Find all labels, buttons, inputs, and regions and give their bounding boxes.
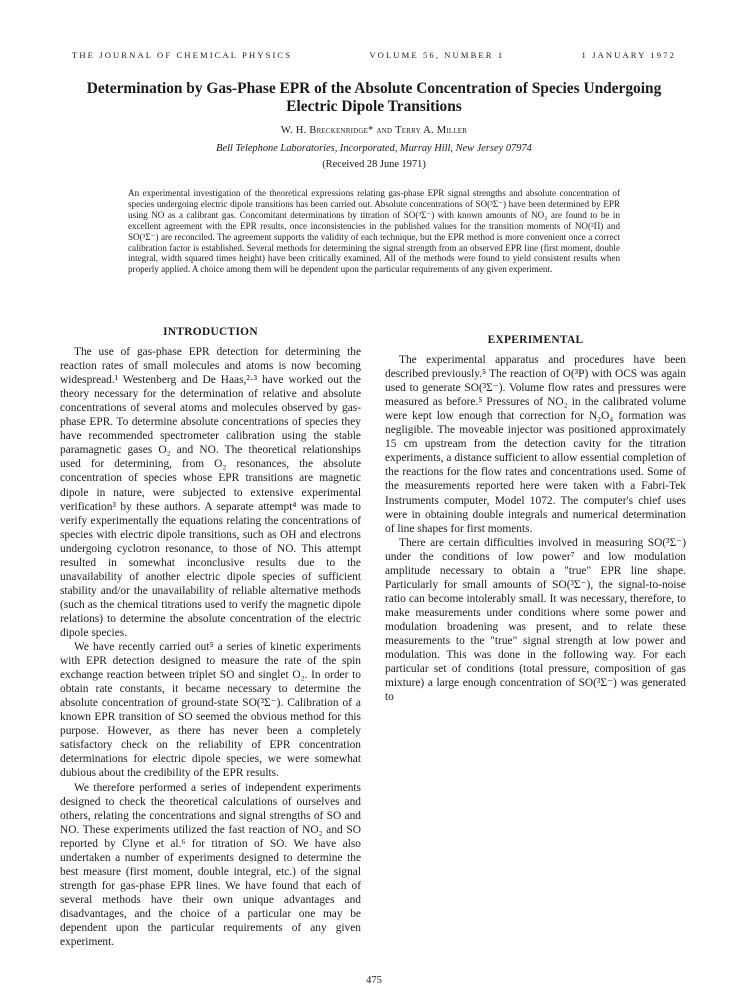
running-head <box>72 50 676 60</box>
title-line-2: Electric Dipole Transitions <box>286 98 462 115</box>
introduction-heading: INTRODUCTION <box>163 326 258 338</box>
page-number: 475 <box>366 975 382 986</box>
introduction-paragraph-3: We therefore performed a series of independent experiments designed to check the theoretical calculations of ourselves and others, relating the concentrations and signal strengths of SO and NO. These experiments utilized the fast reaction of NO₂ and SO reported by Clyne et al.⁶ for titration of SO. We have also undertaken a number of experiments designed to determine the best measure (first moment, double integral, etc.) of the signal strength for gas-phase EPR lines. We have found that each of several methods have their own unique advantages and disadvantages, and the choice of a particular one may be dependent upon the particular requirements of any given experiment. <box>60 781 361 949</box>
abstract-text: An experimental investigation of the theoretical expressions relating gas-phase EPR signal strengths and absolute concentration of species undergoing electric dipole transitions has been carried out. Absolute concentrations of SO(³Σ⁻) have been determined by EPR using NO as a calibrant gas. Concomitant determinations by titration of SO(³Σ⁻) with known amounts of NO₂ are found to be in excellent agreement with the EPR results, once inconsistencies in the published values for the transition moments of NO(²Π) and SO(³Σ⁻) are reconciled. The agreement supports the validity of each technique, but the EPR method is more convenient once a correct calibration factor is established. Several methods for determining the signal strength from an observed EPR line (first moment, double integral, width squared times height) have been critically examined. All of the methods were found to yield consistent results when properly applied. A choice among them will be dependent upon the particular requirements of any given experiment. <box>128 188 620 275</box>
issue-date: 1 JANUARY 1972 <box>581 50 676 60</box>
journal-name: THE JOURNAL OF CHEMICAL PHYSICS <box>72 50 293 60</box>
affiliation: Bell Telephone Laboratories, Incorporated, Murray Hill, New Jersey 07974 <box>216 143 532 154</box>
author-miller: Terry A. Miller <box>395 125 468 136</box>
author-breckenridge: W. H. Breckenridge* <box>280 125 374 136</box>
title-line-1: Determination by Gas-Phase EPR of the Absolute Concentration of Species Undergoing <box>86 80 662 97</box>
experimental-paragraph-1: The experimental apparatus and procedures have been described previously.⁵ The reaction of O(³P) with OCS was again used to generate SO(³Σ⁻). Volume flow rates and pressures were measured as before.⁵ Pressures of NO₂ in the calibrated volume were kept low enough that correction for N₂O₄ formation was negligible. The moveable injector was positioned approximately 15 cm upstream from the detection cavity for the titration experiments, a distance sufficient to allow essential completion of the reactions for the flow rates and concentrations used. Some of the measurements reported here were taken with a Fabri-Tek Instruments computer, Model 1072. The computer's chief uses were in obtaining double integrals and numerical determination of line shapes for first moments. <box>385 354 686 535</box>
author-list <box>0 125 748 136</box>
right-column <box>385 325 686 704</box>
left-column <box>60 325 361 949</box>
received-date: (Received 28 June 1971) <box>322 159 426 170</box>
experimental-paragraph-2: There are certain difficulties involved in measuring SO(³Σ⁻) under the conditions of low power⁷ and low modulation amplitude necessary to obtain a "true" EPR line shape. Particularly for small amounts of SO(³Σ⁻), the signal-to-noise ratio can become intolerably small. It was necessary, therefore, to make measurements under conditions where some power and modulation broadening was present, and to relate these measurements to the "true" signal strength at low power and modulation. This was done in the following way. For each particular set of conditions (total pressure, composition of gas mixture) a large enough concentration of SO(³Σ⁻) was generated to <box>385 536 686 704</box>
introduction-paragraph-1: The use of gas-phase EPR detection for determining the reaction rates of small molecules and atoms is now becoming widespread.¹ Westenberg and De Haas,²·³ have worked out the theory necessary for the determination of relative and absolute concentrations of several atoms and molecules observed by gas-phase EPR. To determine absolute concentrations of species they have recommended spectrometer calibration using the stable paramagnetic gases O₂ and NO. The theoretical relationships used for determining, from O₂ resonances, the absolute concentration of species whose EPR transitions are magnetic dipole in nature, were subjected to extensive experimental verification³ by these authors. A separate attempt⁴ was made to verify experimentally the equations relating the concentrations of species with electric dipole transitions, such as OH and electrons undergoing cyclotron resonance, to those of NO. This attempt resulted in somewhat inconclusive results due to the unavailability of another electric dipole species of sufficient stability and/or the unavailability of reliable alternative methods (such as the chemical titrations used to verify the magnetic dipole relations) to determine the absolute concentration of the electric dipole species. <box>60 346 361 639</box>
article-title <box>60 80 688 116</box>
volume-number: VOLUME 56, NUMBER 1 <box>369 50 505 60</box>
experimental-heading: EXPERIMENTAL <box>487 334 584 346</box>
author-conjunction: and <box>376 125 393 136</box>
abstract <box>128 188 620 275</box>
introduction-paragraph-2: We have recently carried out⁵ a series of kinetic experiments with EPR detection designed to measure the rate of the spin exchange reaction between triplet SO and singlet O₂. In order to obtain rate constants, it became necessary to determine the absolute concentration of ground-state SO(³Σ⁻). Calibration of a known EPR transition of SO seemed the obvious method for this purpose. However, as there has never been a completely satisfactory check on the reliability of EPR concentration determinations for electric dipole species, we were somewhat dubious about the credibility of the EPR results. <box>60 641 361 780</box>
